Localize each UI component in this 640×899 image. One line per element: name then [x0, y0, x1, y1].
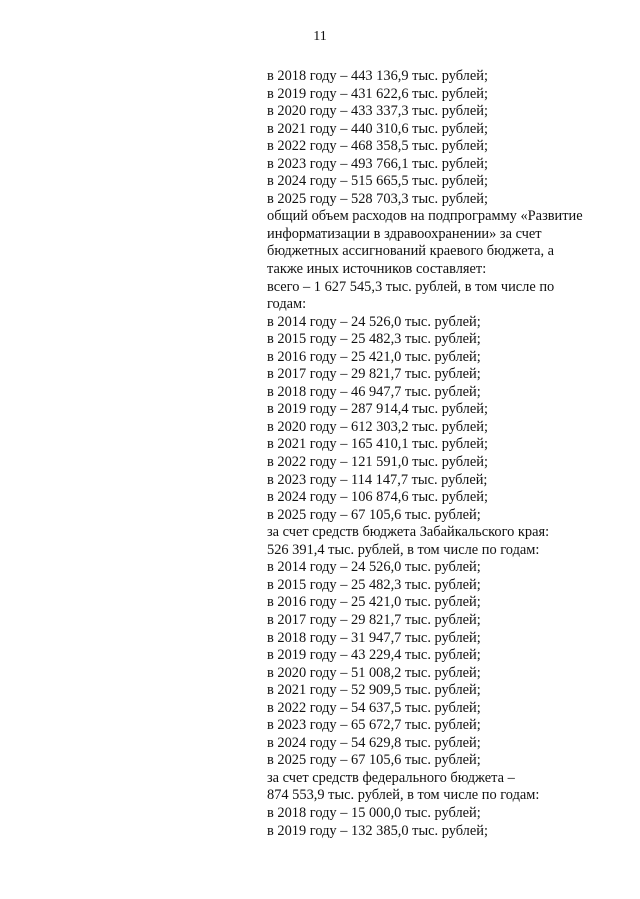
text-line: в 2021 году – 52 909,5 тыс. рублей;: [267, 682, 481, 699]
text-line: в 2019 году – 431 622,6 тыс. рублей;: [267, 85, 488, 102]
text-line: за счет средств федерального бюджета –: [267, 769, 515, 786]
text-line: годам:: [267, 296, 307, 313]
text-line: бюджетных ассигнований краевого бюджета, а: [267, 243, 555, 260]
text-line: в 2025 году – 67 105,6 тыс. рублей;: [267, 506, 481, 523]
text-line: в 2020 году – 433 337,3 тыс. рублей;: [267, 103, 488, 120]
text-line: в 2015 году – 25 482,3 тыс. рублей;: [267, 576, 481, 593]
text-line: за счет средств бюджета Забайкальского края:: [267, 524, 550, 541]
text-line: в 2018 году – 443 136,9 тыс. рублей;: [267, 68, 488, 84]
text-line: в 2021 году – 440 310,6 тыс. рублей;: [267, 120, 488, 137]
text-line: в 2022 году – 468 358,5 тыс. рублей;: [267, 138, 488, 155]
text-line: в 2015 году – 25 482,3 тыс. рублей;: [267, 331, 481, 348]
text-line: 526 391,4 тыс. рублей, в том числе по годам:: [267, 541, 540, 558]
text-line: в 2019 году – 287 914,4 тыс. рублей;: [267, 401, 488, 418]
page-number: 11: [313, 29, 327, 44]
text-line: в 2025 году – 528 703,3 тыс. рублей;: [267, 190, 488, 207]
text-line: в 2024 году – 106 874,6 тыс. рублей;: [267, 489, 488, 506]
text-line: в 2024 году – 515 665,5 тыс. рублей;: [267, 173, 488, 190]
text-line: в 2017 году – 29 821,7 тыс. рублей;: [267, 366, 481, 383]
text-line: всего – 1 627 545,3 тыс. рублей, в том числе по: [267, 278, 555, 295]
text-line: в 2020 году – 612 303,2 тыс. рублей;: [267, 418, 488, 435]
text-line: в 2014 году – 24 526,0 тыс. рублей;: [267, 559, 481, 576]
text-line: в 2018 году – 15 000,0 тыс. рублей;: [267, 804, 481, 821]
text-line: в 2016 году – 25 421,0 тыс. рублей;: [267, 348, 481, 365]
text-line: в 2025 году – 67 105,6 тыс. рублей;: [267, 752, 481, 769]
text-line: в 2021 году – 165 410,1 тыс. рублей;: [267, 436, 488, 453]
text-line: в 2016 году – 25 421,0 тыс. рублей;: [267, 594, 481, 611]
text-line: информатизации в здравоохранении» за счет: [267, 225, 542, 242]
text-line: в 2018 году – 31 947,7 тыс. рублей;: [267, 629, 481, 646]
text-line: в 2023 году – 493 766,1 тыс. рублей;: [267, 155, 488, 172]
text-line: в 2018 году – 46 947,7 тыс. рублей;: [267, 383, 481, 400]
text-line: общий объем расходов на подпрограмму «Развитие: [267, 208, 583, 225]
text-line: в 2014 году – 24 526,0 тыс. рублей;: [267, 313, 481, 330]
text-line: в 2017 году – 29 821,7 тыс. рублей;: [267, 611, 481, 628]
text-line: в 2024 году – 54 629,8 тыс. рублей;: [267, 734, 481, 751]
text-line: в 2020 году – 51 008,2 тыс. рублей;: [267, 664, 481, 681]
text-line: в 2022 году – 121 591,0 тыс. рублей;: [267, 454, 488, 471]
document-body: [267, 68, 607, 840]
text-line: в 2023 году – 114 147,7 тыс. рублей;: [267, 471, 488, 488]
text-line: 874 553,9 тыс. рублей, в том числе по годам:: [267, 787, 540, 804]
text-line: в 2022 году – 54 637,5 тыс. рублей;: [267, 699, 481, 716]
text-line: также иных источников составляет:: [267, 261, 487, 278]
text-line: в 2023 году – 65 672,7 тыс. рублей;: [267, 717, 481, 734]
text-line: в 2019 году – 43 229,4 тыс. рублей;: [267, 647, 481, 664]
text-line: в 2019 году – 132 385,0 тыс. рублей;: [267, 822, 488, 839]
